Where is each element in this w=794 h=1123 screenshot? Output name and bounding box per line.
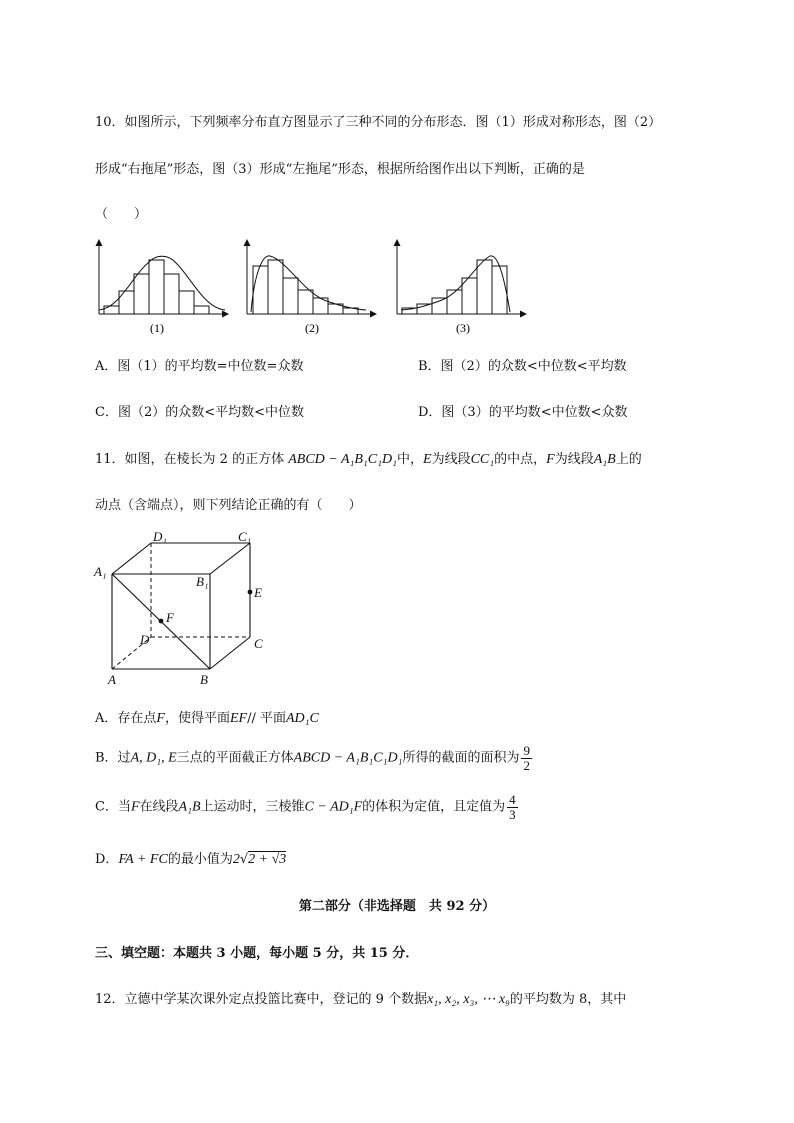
q10-option-b: B．图（2）的众数<中位数<平均数	[418, 359, 627, 374]
q11-b-numerator: 9	[523, 743, 530, 758]
q11-b-fraction	[521, 744, 532, 772]
q11-option-c	[95, 793, 518, 821]
histogram-3-label: (3)	[456, 321, 470, 335]
label-b1: B₁	[196, 574, 209, 589]
q11-b-denominator: 2	[523, 757, 530, 773]
label-a1: A₁	[94, 564, 107, 579]
q11-text-2: 中，	[397, 452, 424, 467]
label-c: C	[254, 636, 263, 651]
q11-stem-line2: 动点（含端点），则下列结论正确的有（ ）	[95, 498, 362, 513]
q11-text-6: 的中点，	[494, 452, 547, 467]
label-f: F	[166, 610, 174, 625]
point-f-dot	[159, 619, 164, 624]
section3-heading: 三、填空题：本题共 3 小题，每小题 5 分，共 15 分．	[95, 946, 419, 961]
q11-c-text-1: C．当	[95, 799, 131, 815]
q10-answer-blank: （ ）	[95, 207, 148, 222]
q11-c-var-f: F	[130, 799, 140, 815]
q10-option-c: C．图（2）的众数<平均数<中位数	[95, 405, 305, 420]
q11-c-segment: A₁B	[178, 799, 201, 815]
q11-d-coef: 2	[232, 852, 240, 867]
q11-point-e: E	[423, 452, 432, 467]
q11-d-text-1: D．	[95, 852, 119, 867]
q10-option-d: D．图（3）的平均数<中位数<众数	[418, 405, 628, 420]
q11-c-pyramid: C − AD₁F	[304, 799, 363, 815]
q11-a-var-f: F	[156, 711, 165, 726]
point-e-dot	[248, 590, 253, 595]
q11-d-expr: FA + FC	[118, 852, 168, 867]
q11-c-text-2: 在线段	[139, 799, 179, 815]
q11-segment-cc1: CC₁	[470, 452, 495, 467]
label-d: D	[140, 632, 150, 647]
q11-text-1: 11．如图，在棱长为 2 的正方体	[95, 452, 285, 467]
histogram-2-label: (2)	[305, 321, 319, 335]
label-b: B	[200, 672, 208, 687]
q12-vars: x₁, x₂, x₃, ⋯ x₉	[427, 992, 510, 1007]
q10-stem-line1: 10．如图所示，下列频率分布直方图显示了三种不同的分布形态．图（1）形成对称形态，图（2）	[95, 115, 662, 130]
q11-point-f: F	[546, 452, 555, 467]
q11-b-text-3: 所得的截面的面积为	[402, 750, 520, 766]
q11-stem-line1	[95, 448, 642, 468]
q11-a-var-ef: EF	[229, 711, 248, 726]
q11-cube-figure	[90, 530, 280, 690]
q11-b-points: A, D₁, E	[130, 750, 177, 766]
q11-d-radicand: 2 + √3	[248, 852, 287, 867]
q11-c-text-3: 上运动时，三棱锥	[200, 799, 305, 815]
q11-a-var-plane: AD₁C	[285, 711, 319, 726]
q11-a-text-1: A．存在点	[95, 711, 157, 726]
q11-d-text-2: 的最小值为	[167, 852, 233, 867]
q10-histogram-figures	[90, 236, 535, 338]
part2-title: 第二部分（非选择题 共 92 分）	[298, 899, 496, 914]
q11-d-inner-radicand: 3	[279, 852, 287, 867]
q11-c-text-4: 的体积为定值，且定值为	[362, 799, 506, 815]
q11-option-a	[95, 707, 319, 727]
histogram-3	[397, 240, 526, 314]
q11-b-cube: ABCD − A₁B₁C₁D₁	[293, 750, 403, 766]
label-e: E	[254, 585, 262, 600]
q10-option-a: A．图（1）的平均数=中位数=众数	[95, 359, 304, 374]
histogram-1-label: (1)	[150, 321, 164, 335]
q11-a-text-3: // 平面	[247, 711, 286, 726]
label-a: A	[108, 672, 116, 687]
q11-segment-a1b: A₁B	[593, 452, 616, 467]
q11-a-text-2: ，使得平面	[164, 711, 230, 726]
q11-c-fraction	[507, 793, 518, 821]
q10-stem-line2: 形成“右拖尾”形态，图（3）形成“左拖尾”形态，根据所给图作出以下判断，正确的是	[95, 162, 585, 177]
q11-c-denominator: 3	[509, 806, 516, 822]
q11-text-8: 为线段	[554, 452, 594, 467]
q11-text-10: 上的	[615, 452, 642, 467]
histogram-1	[99, 240, 228, 314]
q12-stem	[95, 988, 626, 1008]
q11-option-d: D．FA + FC的最小值为2√2 + √3	[95, 852, 287, 867]
label-d1: D₁	[153, 530, 167, 544]
q11-text-4: 为线段	[431, 452, 471, 467]
q11-b-text-1: B．过	[95, 750, 131, 766]
q11-b-text-2: 三点的平面截正方体	[176, 750, 294, 766]
q11-option-b	[95, 744, 532, 772]
q11-d-radicand-text: 2 +	[248, 852, 272, 867]
q12-text-1: 12．立德中学某次课外定点投篮比赛中，登记的 9 个数据	[95, 992, 428, 1007]
q12-text-2: 的平均数为 8，其中	[509, 992, 627, 1007]
q11-cube-name: ABCD − A₁B₁C₁D₁	[288, 452, 397, 467]
histogram-2	[247, 240, 376, 314]
label-c1: C₁	[238, 530, 252, 544]
q11-c-numerator: 4	[509, 792, 516, 807]
